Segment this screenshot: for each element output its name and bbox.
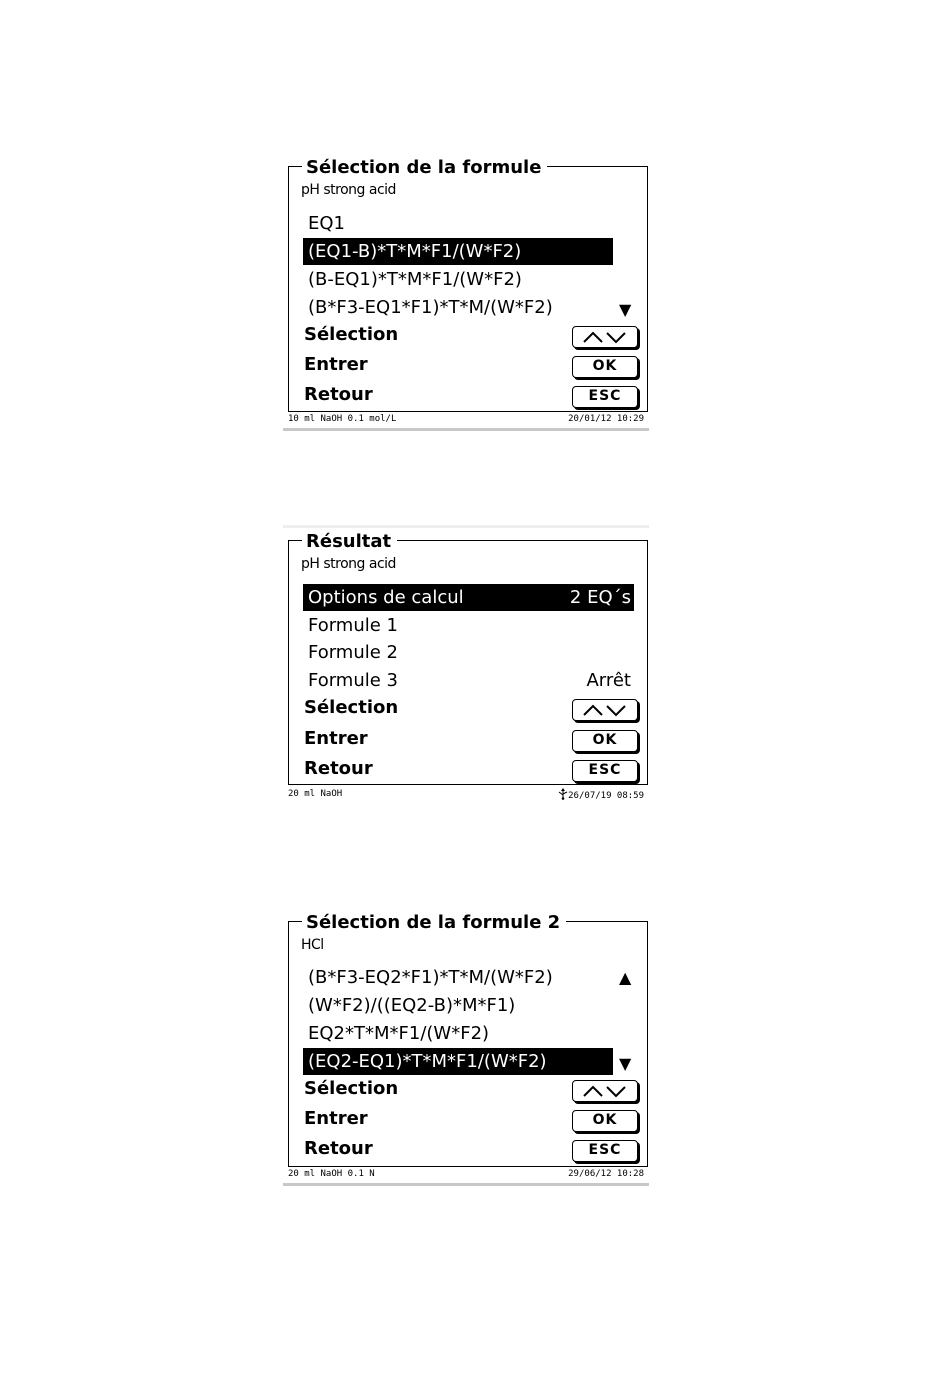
- usb-icon: [558, 788, 568, 800]
- list-item-selected[interactable]: [303, 584, 634, 611]
- method-name: pH strong acid: [301, 182, 396, 198]
- status-reagent: 10 ml NaOH 0.1 mol/L: [288, 414, 397, 424]
- list-item[interactable]: (B*F3-EQ1*F1)*T*M/(W*F2): [308, 297, 553, 318]
- option-value: Arrêt: [586, 670, 631, 691]
- up-down-arrows-icon: [580, 702, 630, 718]
- screen-top-divider: [283, 525, 649, 528]
- ok-button[interactable]: OK: [572, 1110, 638, 1132]
- enter-label: Entrer: [304, 728, 368, 749]
- option-label: Formule 3: [308, 670, 398, 691]
- scroll-up-icon: ▲: [619, 968, 632, 987]
- dialog-frame: [288, 912, 648, 1167]
- dialog-title: Sélection de la formule: [302, 158, 547, 178]
- list-item[interactable]: (W*F2)/((EQ2-B)*M*F1): [308, 995, 516, 1016]
- list-item[interactable]: (B-EQ1)*T*M*F1/(W*F2): [308, 269, 522, 290]
- status-bar: [283, 1167, 649, 1181]
- option-label: Formule 1: [308, 615, 398, 636]
- selection-label: Sélection: [304, 697, 399, 718]
- up-down-arrows-button[interactable]: [572, 1080, 638, 1102]
- esc-button[interactable]: ESC: [572, 760, 638, 782]
- esc-button[interactable]: ESC: [572, 1140, 638, 1162]
- dialog-frame: [288, 157, 648, 412]
- status-datetime: [558, 788, 644, 802]
- enter-label: Entrer: [304, 354, 368, 375]
- list-item[interactable]: [303, 667, 634, 694]
- option-value: 2 EQ´s: [569, 587, 631, 608]
- scroll-down-icon: ▼: [619, 1054, 632, 1073]
- status-datetime-text: 26/07/19 08:59: [568, 791, 644, 801]
- back-label: Retour: [304, 384, 373, 405]
- esc-button[interactable]: ESC: [572, 386, 638, 408]
- method-name: pH strong acid: [301, 556, 396, 572]
- status-reagent: 20 ml NaOH: [288, 789, 343, 799]
- back-label: Retour: [304, 1138, 373, 1159]
- list-item-selected[interactable]: (EQ2-EQ1)*T*M*F1/(W*F2): [303, 1048, 613, 1075]
- selection-label: Sélection: [304, 324, 399, 345]
- status-bar: [283, 412, 649, 426]
- back-label: Retour: [304, 758, 373, 779]
- dialog-title: Sélection de la formule 2: [302, 913, 566, 933]
- dialog-frame: [288, 531, 648, 785]
- dialog-title: Résultat: [302, 532, 397, 552]
- option-label: Formule 2: [308, 642, 398, 663]
- enter-label: Entrer: [304, 1108, 368, 1129]
- list-item[interactable]: EQ2*T*M*F1/(W*F2): [308, 1023, 490, 1044]
- status-reagent: 20 ml NaOH 0.1 N: [288, 1169, 375, 1179]
- status-divider: [283, 428, 649, 431]
- up-down-arrows-icon: [580, 329, 630, 345]
- up-down-arrows-button[interactable]: [572, 326, 638, 348]
- option-label: Options de calcul: [308, 587, 464, 608]
- up-down-arrows-icon: [580, 1083, 630, 1099]
- list-item-selected[interactable]: (EQ1-B)*T*M*F1/(W*F2): [303, 238, 613, 265]
- status-divider: [283, 1183, 649, 1186]
- list-item[interactable]: [303, 639, 634, 666]
- ok-button[interactable]: OK: [572, 356, 638, 378]
- scroll-down-icon: ▼: [619, 300, 632, 319]
- method-name: HCl: [301, 937, 324, 953]
- status-bar: [283, 787, 649, 801]
- list-item[interactable]: [303, 612, 634, 639]
- selection-label: Sélection: [304, 1078, 399, 1099]
- up-down-arrows-button[interactable]: [572, 699, 638, 721]
- status-datetime: 29/06/12 10:28: [568, 1169, 644, 1179]
- status-datetime: 20/01/12 10:29: [568, 414, 644, 424]
- ok-button[interactable]: OK: [572, 730, 638, 752]
- list-item[interactable]: (B*F3-EQ2*F1)*T*M/(W*F2): [308, 967, 553, 988]
- list-item[interactable]: EQ1: [308, 213, 345, 234]
